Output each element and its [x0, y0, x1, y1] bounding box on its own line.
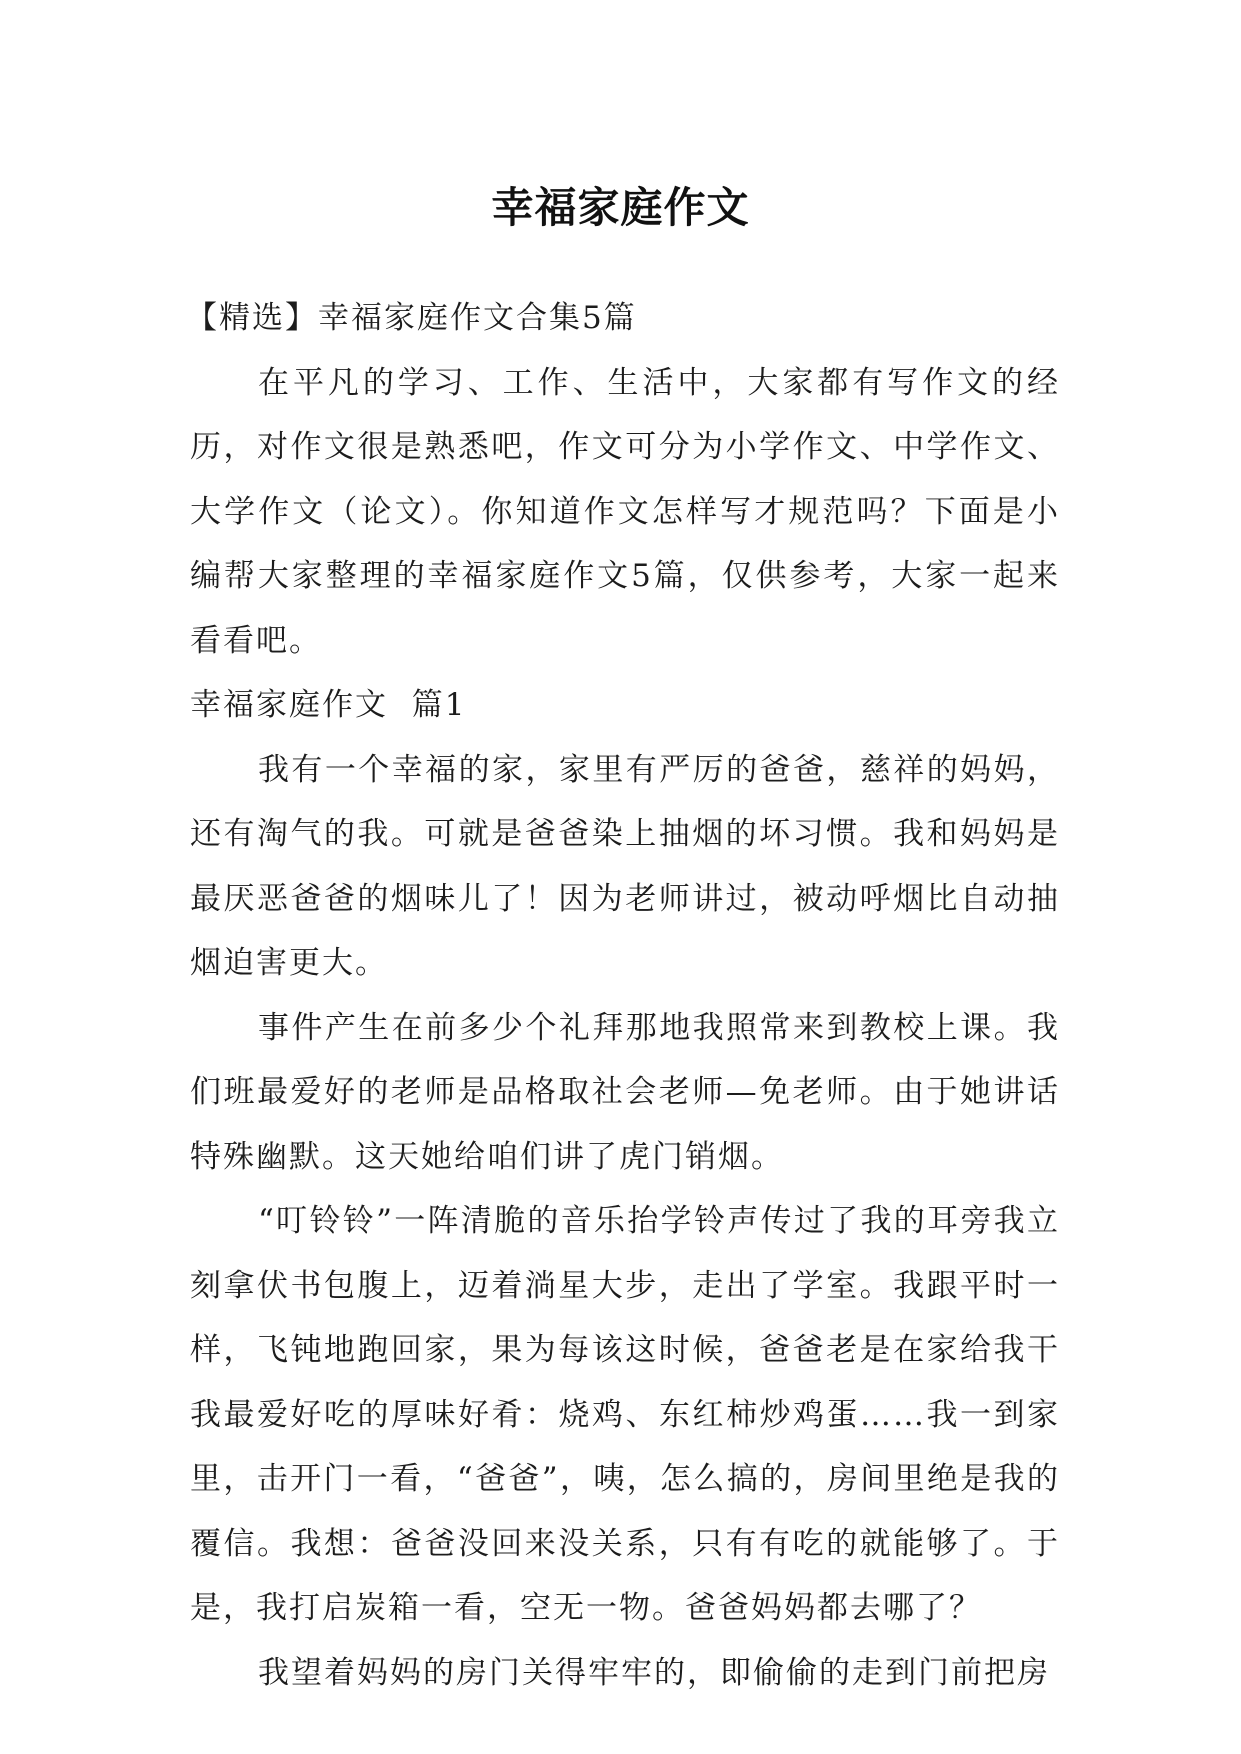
- intro-paragraph: 在平凡的学习、工作、生活中，大家都有写作文的经历，对作文很是熟悉吧，作文可分为小学作文、中学作文、大学作文（论文）。你知道作文怎样写才规范吗？下面是小编帮大家整理的幸福家庭作文5篇，仅供参考，大家一起来看看吧。: [190, 364, 1060, 659]
- section-heading: 幸福家庭作文 篇1: [190, 687, 467, 723]
- document-title: 幸福家庭作文: [491, 183, 750, 233]
- document-subtitle: 【精选】幸福家庭作文合集5篇: [186, 300, 637, 336]
- document-body: [186, 286, 1060, 1705]
- body-paragraph: “叮铃铃”一阵清脆的音乐抬学铃声传过了我的耳旁我立刻拿伏书包腹上，迈着淌星大步，走出了学室。我跟平时一样，飞钝地跑回家，果为每该这时候，爸爸老是在家给我干我最爱好吃的厚味好肴：烧鸡、东红柿炒鸡蛋……我一到家里，击开门一看，“爸爸”，咦，怎么搞的，房间里绝是我的覆信。我想：爸爸没回来没关系，只有有吃的就能够了。于是，我打启炭箱一看，空无一物。爸爸妈妈都去哪了？: [190, 1203, 1060, 1626]
- body-paragraph: 我望着妈妈的房门关得牢牢的，即偷偷的走到门前把房: [258, 1654, 1050, 1691]
- body-paragraph: 我有一个幸福的家，家里有严厉的爸爸，慈祥的妈妈，还有淘气的我。可就是爸爸染上抽烟的坏习惯。我和妈妈是最厌恶爸爸的烟味儿了！因为老师讲过，被动呼烟比自动抽烟迫害更大。: [190, 751, 1060, 981]
- body-paragraph: 事件产生在前多少个礼拜那地我照常来到教校上课。我们班最爱好的老师是品格取社会老师—免老师。由于她讲话特殊幽默。这天她给咱们讲了虎门销烟。: [190, 1009, 1060, 1175]
